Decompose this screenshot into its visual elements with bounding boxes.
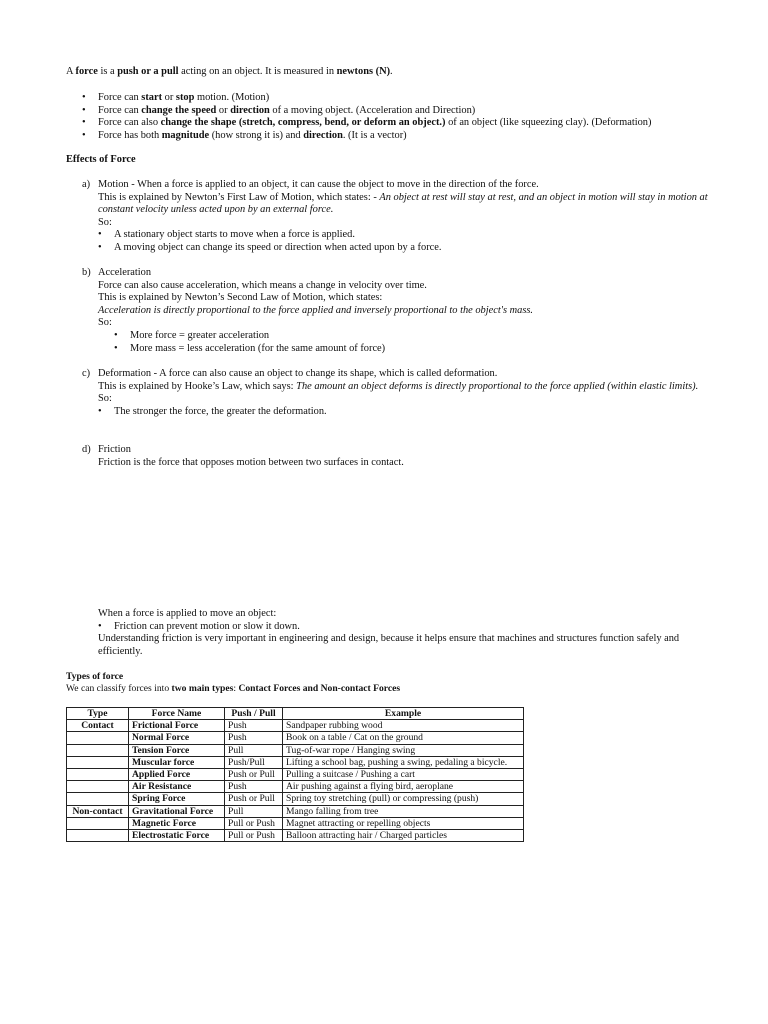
acceleration-line1: Force can also cause acceleration, which means a change in velocity over time. <box>98 279 427 291</box>
types-intro-bold: two main types <box>171 683 234 694</box>
force-name-cell: Magnetic Force <box>129 817 225 829</box>
push-pull-cell: Push <box>225 732 283 744</box>
column-header: Example <box>283 708 524 720</box>
types-intro-text: : <box>233 683 239 694</box>
list-item-bold: change the shape (stretch, compress, bend, or deform an object.) <box>160 117 446 129</box>
list-item <box>98 330 718 343</box>
example-cell: Balloon attracting hair / Charged particles <box>283 830 524 842</box>
table-row <box>67 769 524 781</box>
list-item-text: of a moving object. (Acceleration and Direction) <box>269 104 476 116</box>
bullet-icon: • <box>82 117 86 129</box>
section-marker: d) <box>82 444 91 455</box>
friction-title: Friction <box>98 444 131 455</box>
acceleration-quote-text: Acceleration is directly proportional to the force applied and inversely proportional to the object's mass. <box>98 304 533 316</box>
acceleration-title: Acceleration <box>98 267 152 278</box>
list-item-text: Force can also <box>98 117 161 129</box>
table-header-row <box>67 708 524 720</box>
push-pull-cell: Push or Pull <box>225 769 283 781</box>
type-cell <box>67 781 129 793</box>
motion-line2-text: This is explained by Newton’s First Law of Motion, which states: - <box>98 191 380 203</box>
force-properties-list <box>82 92 732 142</box>
table-row <box>67 781 524 793</box>
type-cell <box>67 732 129 744</box>
bullet-icon: • <box>98 620 102 632</box>
type-cell <box>67 744 129 756</box>
section-marker: a) <box>82 179 91 190</box>
section-deformation <box>82 368 702 418</box>
list-item-text: Force can <box>98 104 142 116</box>
acceleration-line2: This is explained by Newton’s Second Law of Motion, which states: <box>98 292 383 304</box>
bullet-icon: • <box>98 405 102 417</box>
column-header: Force Name <box>129 708 225 720</box>
list-item-bold: change the speed <box>141 104 217 116</box>
list-item-text: More mass = less acceleration (for the same amount of force) <box>130 342 386 354</box>
force-name-cell: Applied Force <box>129 769 225 781</box>
list-item-bold: stop <box>175 92 195 103</box>
example-cell: Tug-of-war rope / Hanging swing <box>283 744 524 756</box>
type-cell: Non-contact <box>67 805 129 817</box>
list-item-text: The stronger the force, the greater the deformation. <box>114 405 327 417</box>
list-item-text: motion. (Motion) <box>194 92 270 103</box>
list-item-bold: direction <box>303 129 343 141</box>
example-cell: Pulling a suitcase / Pushing a cart <box>283 769 524 781</box>
force-name-cell: Electrostatic Force <box>129 830 225 842</box>
intro-text: A <box>66 66 76 77</box>
section-marker: c) <box>82 368 91 379</box>
intro-bold: push or a pull <box>117 66 179 77</box>
push-pull-cell: Pull <box>225 805 283 817</box>
types-intro-bold: Contact Forces and Non-contact Forces <box>238 683 401 694</box>
bullet-icon: • <box>114 342 118 354</box>
force-name-cell: Gravitational Force <box>129 805 225 817</box>
type-cell <box>67 793 129 805</box>
example-cell: Mango falling from tree <box>283 805 524 817</box>
motion-so: So: <box>98 216 112 228</box>
bullet-icon: • <box>114 329 118 341</box>
force-name-cell: Spring Force <box>129 793 225 805</box>
column-header: Push / Pull <box>225 708 283 720</box>
example-cell: Air pushing against a flying bird, aeroplane <box>283 781 524 793</box>
force-name-cell: Muscular force <box>129 756 225 768</box>
type-cell <box>67 769 129 781</box>
list-item-text: More force = greater acceleration <box>130 329 270 341</box>
types-heading: Types of force <box>66 671 124 682</box>
push-pull-cell: Pull or Push <box>225 830 283 842</box>
list-item-text: Friction can prevent motion or slow it down. <box>114 620 300 632</box>
list-item-text: Force has both <box>98 129 162 141</box>
friction-line1: Friction is the force that opposes motion between two surfaces in contact. <box>98 456 404 468</box>
intro-text: acting on an object. It is measured in <box>178 66 337 77</box>
force-name-cell: Air Resistance <box>129 781 225 793</box>
bullet-icon: • <box>98 241 102 253</box>
section-friction <box>82 444 718 469</box>
acceleration-so: So: <box>98 317 112 329</box>
list-item-text: of an object (like squeezing clay). (Deformation) <box>445 117 652 129</box>
deformation-so: So: <box>98 393 112 405</box>
table-row <box>67 793 524 805</box>
list-item-bold: magnitude <box>161 129 210 141</box>
intro-bold: force <box>75 66 98 77</box>
list-item <box>98 343 718 356</box>
list-item <box>98 621 702 634</box>
list-item <box>98 406 702 419</box>
section-motion <box>82 179 708 255</box>
table-row <box>67 756 524 768</box>
list-item-text: A stationary object starts to move when a force is applied. <box>114 229 355 241</box>
bullet-icon: • <box>98 229 102 241</box>
type-cell: Contact <box>67 720 129 732</box>
type-cell <box>67 756 129 768</box>
motion-law-quote: An object at rest will stay at rest, and an object in motion will stay in motion at constant velocity unless acted upon by an external force. <box>98 191 708 216</box>
deformation-law-quote: The amount an object deforms is directly proportional to the force applied (within elastic limits). <box>296 380 699 392</box>
deformation-line2-text: This is explained by Hooke’s Law, which says: <box>98 380 297 392</box>
forces-table <box>66 707 524 842</box>
friction-closing: Understanding friction is very important in engineering and design, because it helps ensure that machines and structures function safely and efficiently. <box>98 633 680 657</box>
bullet-icon: • <box>82 104 86 116</box>
intro-bold: newtons (N) <box>336 66 391 77</box>
list-item <box>82 92 732 105</box>
example-cell: Spring toy stretching (pull) or compressing (push) <box>283 793 524 805</box>
list-item <box>82 130 732 143</box>
list-item <box>82 117 732 130</box>
table-row <box>67 830 524 842</box>
bullet-icon: • <box>82 92 86 103</box>
table-row <box>67 805 524 817</box>
acceleration-law-quote <box>98 305 718 318</box>
push-pull-cell: Push/Pull <box>225 756 283 768</box>
section-acceleration <box>82 267 718 355</box>
table-row <box>67 732 524 744</box>
motion-line2 <box>98 192 708 217</box>
force-name-cell: Tension Force <box>129 744 225 756</box>
intro-paragraph <box>66 66 716 79</box>
force-name-cell: Normal Force <box>129 732 225 744</box>
intro-text: . <box>390 66 393 77</box>
section-marker: b) <box>82 267 91 278</box>
bullet-icon: • <box>82 129 86 141</box>
deformation-line1: Deformation - A force can also cause an object to change its shape, which is called deformation. <box>98 368 498 379</box>
list-item-bold: direction <box>230 104 270 116</box>
column-header: Type <box>67 708 129 720</box>
list-item-text: A moving object can change its speed or direction when acted upon by a force. <box>114 241 442 253</box>
push-pull-cell: Push <box>225 720 283 732</box>
list-item <box>98 229 708 242</box>
push-pull-cell: Push <box>225 781 283 793</box>
friction-applied: When a force is applied to move an object: <box>98 608 277 619</box>
list-item-text: Force can <box>98 92 142 103</box>
effects-heading: Effects of Force <box>66 154 136 165</box>
list-item-text: . (It is a vector) <box>342 129 407 141</box>
type-cell <box>67 830 129 842</box>
list-item-text: or <box>162 92 176 103</box>
push-pull-cell: Push or Pull <box>225 793 283 805</box>
deformation-line2 <box>98 381 702 394</box>
example-cell: Sandpaper rubbing wood <box>283 720 524 732</box>
table-row <box>67 744 524 756</box>
force-name-cell: Frictional Force <box>129 720 225 732</box>
list-item-text: or <box>216 104 231 116</box>
example-cell: Lifting a school bag, pushing a swing, pedaling a bicycle. <box>283 756 524 768</box>
types-intro-text: We can classify forces into <box>66 683 172 694</box>
list-item <box>98 242 708 255</box>
list-item-bold: start <box>141 92 163 103</box>
intro-text: is a <box>97 66 118 77</box>
types-intro <box>66 683 400 696</box>
push-pull-cell: Pull <box>225 744 283 756</box>
type-cell <box>67 817 129 829</box>
table-row <box>67 720 524 732</box>
example-cell: Book on a table / Cat on the ground <box>283 732 524 744</box>
friction-continued <box>98 608 702 658</box>
motion-line1: Motion - When a force is applied to an object, it can cause the object to move in the direction of the force. <box>98 179 539 190</box>
example-cell: Magnet attracting or repelling objects <box>283 817 524 829</box>
list-item <box>82 105 732 118</box>
table-row <box>67 817 524 829</box>
push-pull-cell: Pull or Push <box>225 817 283 829</box>
list-item-text: (how strong it is) and <box>209 129 304 141</box>
